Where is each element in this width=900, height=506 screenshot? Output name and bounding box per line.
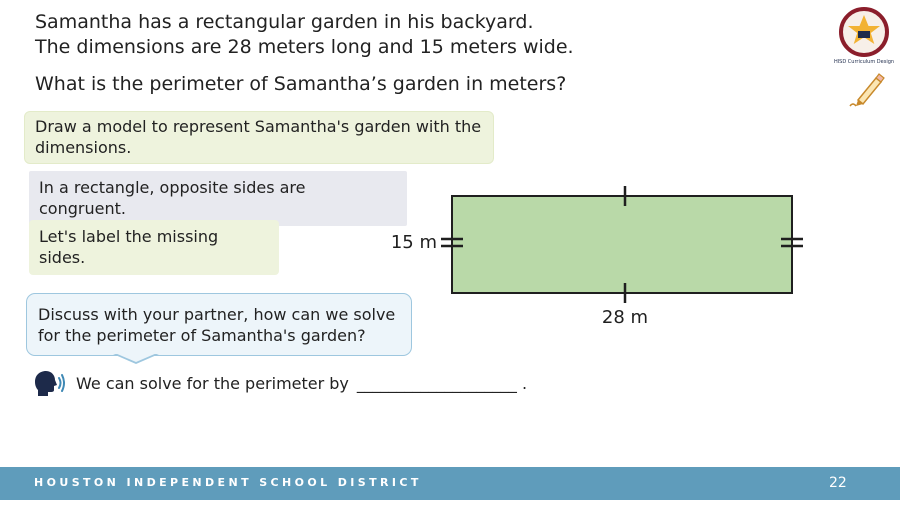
page-number: 22 — [829, 475, 847, 491]
pencil-icon — [848, 72, 888, 108]
district-name: HOUSTON INDEPENDENT SCHOOL DISTRICT — [34, 476, 422, 489]
hisd-logo-icon — [833, 7, 895, 67]
sentence-frame-blank: ____________________ . — [356, 373, 528, 393]
problem-line-2: The dimensions are 28 meters long and 15 meters wide. — [35, 36, 574, 58]
footer-bar — [0, 467, 900, 500]
label-prompt: Let's label the missing sides. — [29, 220, 279, 275]
sentence-frame-text: We can solve for the perimeter by — [76, 373, 349, 393]
bubble-tail-fill — [115, 353, 157, 362]
model-prompt: Draw a model to represent Samantha's garden with the dimensions. — [24, 111, 494, 164]
problem-statement — [35, 10, 574, 60]
garden-rectangle-diagram — [380, 180, 820, 340]
width-label: 15 m — [390, 232, 437, 253]
logo-caption: HISD Curriculum Design — [833, 59, 895, 65]
problem-line-1: Samantha has a rectangular garden in his backyard. — [35, 11, 534, 33]
problem-question: What is the perimeter of Samantha’s garden in meters? — [35, 73, 567, 95]
congruent-prompt: In a rectangle, opposite sides are congruent. — [29, 171, 407, 226]
sentence-frame — [33, 370, 527, 396]
speaking-head-icon — [33, 370, 67, 396]
garden-rectangle — [452, 196, 792, 293]
length-label: 28 m — [601, 307, 649, 328]
discussion-bubble: Discuss with your partner, how can we solve for the perimeter of Samantha's garden? — [26, 293, 412, 356]
